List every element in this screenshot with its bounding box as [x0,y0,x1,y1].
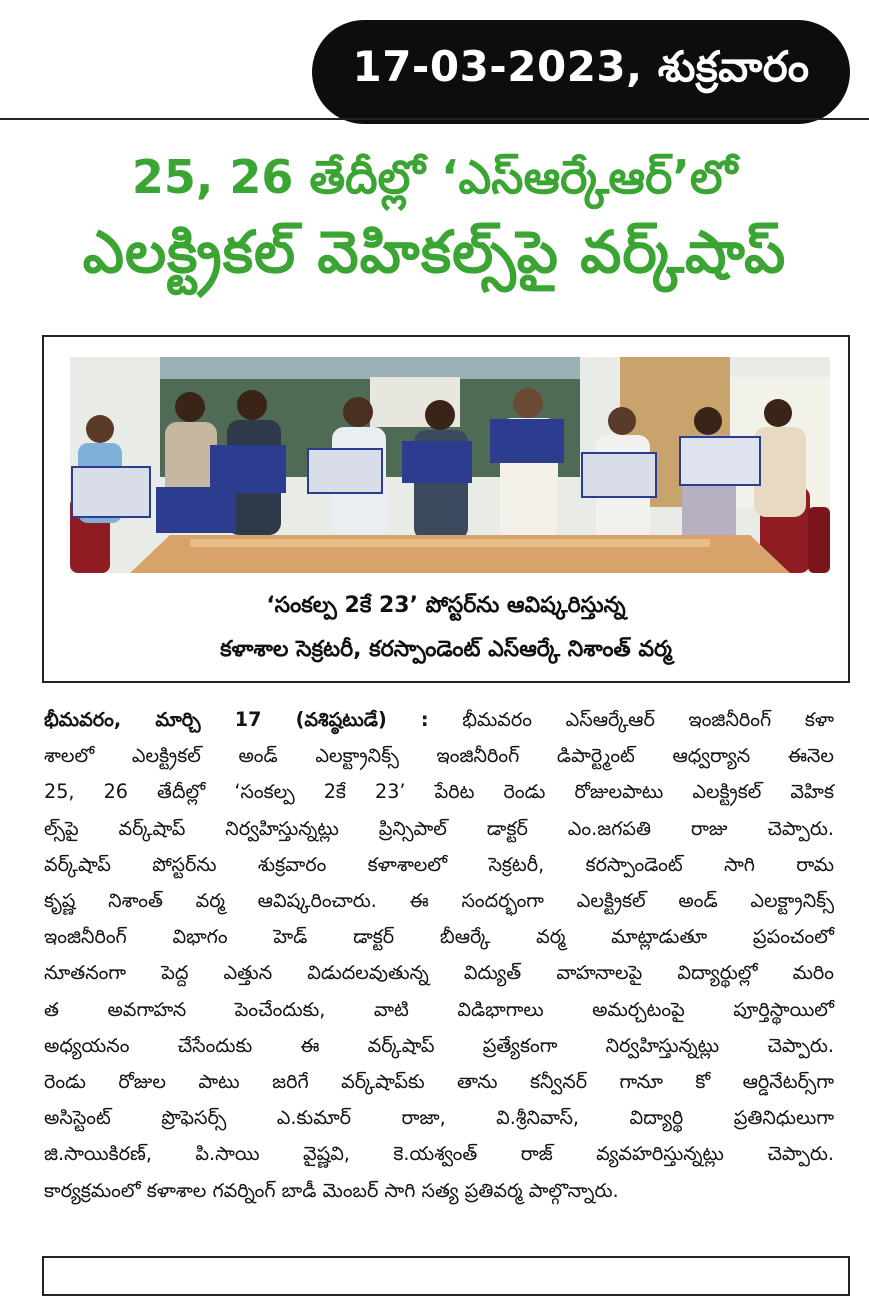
article-line: అసిస్టెంట్ ప్రొఫెసర్స్ ఎ.కుమార్ రాజా, వి.శ్రీనివాస్, విద్యార్థి ప్రతినిధులుగా [44,1106,834,1130]
article-line: జి.సాయికిరణ్, పి.సాయి వైష్ణవి, కె.యశ్వంత్ రాజ్ వ్యవహరిస్తున్నట్లు చెప్పారు. [44,1142,834,1166]
article-body [44,702,834,1209]
next-article-frame [42,1256,850,1296]
article-line: కృష్ణ నిశాంత్ వర్మ ఆవిష్కరించారు. ఈ సందర్భంగా ఎలక్ట్రికల్ అండ్ ఎలక్ట్రానిక్స్ [44,889,834,913]
article-line: అధ్యయనం చేసేందుకు ఈ వర్క్‌షాప్ ప్రత్యేకంగా నిర్వహిస్తున్నట్లు చెప్పారు. [44,1033,834,1057]
photo-caption-line-1: ‘సంకల్ప 2కే 23’ పోస్టర్‌ను ఆవిష్కరిస్తున్న [266,593,626,618]
article-line: శాలలో ఎలక్ట్రికల్ అండ్ ఎలక్ట్రానిక్స్ ఇంజినీరింగ్ డిపార్ట్మెంట్ ఆధ్వర్యాన ఈనెల [44,744,834,768]
article-line: కార్యక్రమంలో కళాశాల గవర్నింగ్ బాడీ మెంబర్ సాగి సత్య ప్రతివర్మ పాల్గొన్నారు. [44,1178,619,1202]
article-line: వర్క్‌షాప్ పోస్టర్‌ను శుక్రవారం కళాశాలలో సెక్రటరీ, కరస్పాండెంట్ సాగి రామ [44,852,834,876]
photo-caption-line-2: కళాశాల సెక్రటరీ, కరస్పాండెంట్ ఎస్ఆర్కే నిశాంత్ వర్మ [220,637,672,662]
date-banner: 17-03-2023, శుక్రవారం [312,20,850,124]
article-line: ఇంజినీరింగ్ విభాగం హెడ్ డాక్టర్ బీఆర్కే వర్మ మాట్లాడుతూ ప్రపంచంలో [44,925,834,949]
article-line: ల్స్‌పై వర్క్‌షాప్ నిర్వహిస్తున్నట్లు ప్రిన్సిపాల్ డాక్టర్ ఎం.జగపతి రాజు చెప్పారు. [44,816,834,840]
poster-launch-photo [70,357,830,573]
news-photo [70,357,830,573]
photo-frame [42,335,850,683]
article-line: 25, 26 తేదీల్లో ‘సంకల్ప 2కే 23’ పేరిట రెండు రోజులపాటు ఎలక్ట్రికల్ వెహిక [44,780,834,804]
article-line: భీమవరం, మార్చి 17 (వశిష్ఠటుడే) : భీమవరం ఎస్ఆర్కేఆర్ ఇంజినీరింగ్ కళా [44,708,834,731]
headline-line-2: ఎలక్ట్రికల్ వెహికల్స్‌పై వర్క్‌షాప్ [82,218,787,286]
article-line: రెండు రోజుల పాటు జరిగే వర్క్‌షాప్‌కు తాను కన్వీనర్ గానూ కో ఆర్డినేటర్స్‌గా [44,1070,834,1094]
article-line: త అవగాహన పెంచేందుకు, వాటి విడిభాగాలు అమర్చటంపై పూర్తిస్థాయిలో [44,997,834,1021]
header-rule [0,118,869,120]
headline-line-1: 25, 26 తేదీల్లో ‘ఎస్ఆర్కేఆర్’లో [131,150,738,204]
article-line: నూతనంగా పెద్ద ఎత్తున విడుదలవుతున్న విద్యుత్ వాహనాలపై విద్యార్థుల్లో మరిం [44,961,834,985]
article-dateline: భీమవరం, మార్చి 17 (వశిష్ఠటుడే) : [44,708,429,731]
